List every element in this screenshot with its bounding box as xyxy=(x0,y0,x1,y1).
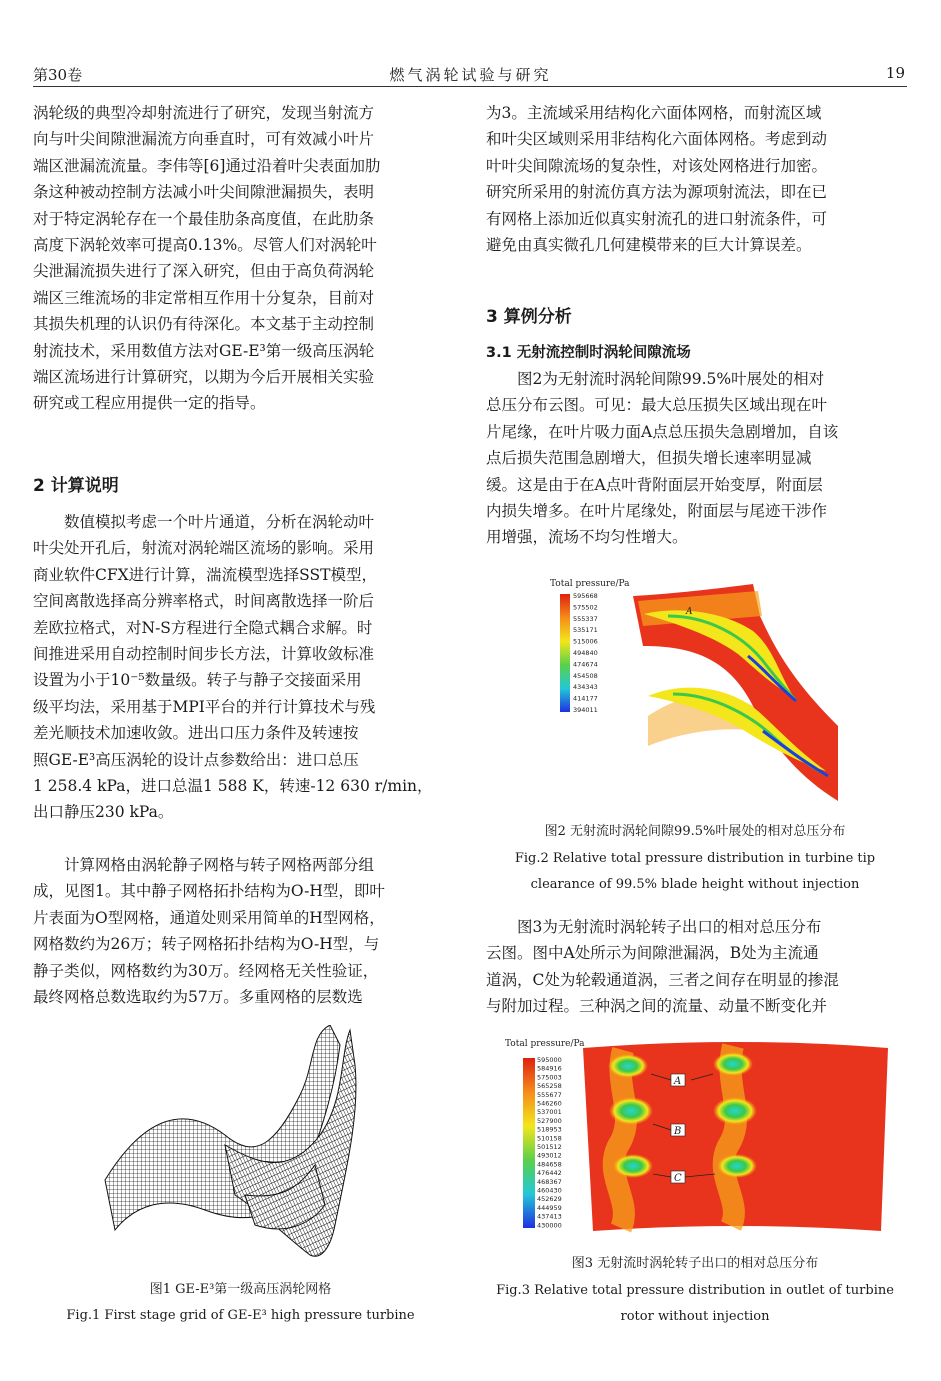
text-line: 有网格上添加近似真实射流孔的进口射流条件，可 xyxy=(486,209,828,228)
figure-3-caption-en-1: Fig.3 Relative total pressure distribution in outlet of turbine xyxy=(496,1283,894,1298)
colorbar-value: 555677 xyxy=(537,1090,562,1099)
text-line: 照GE-E³高压涡轮的设计点参数给出：进口总压 xyxy=(33,750,359,769)
text-line: 图3为无射流时涡轮转子出口的相对总压分布 xyxy=(517,918,822,936)
text-line: 涡轮级的典型冷却射流进行了研究，发现当射流方 xyxy=(33,104,375,122)
text-line: 向与叶尖间隙泄漏流方向垂直时，可有效减小叶片 xyxy=(33,130,375,149)
text-line: 成，见图1。其中静子网格拓扑结构为O-H型，即叶 xyxy=(33,882,385,901)
text-line: 尖泄漏流损失进行了深入研究，但由于高负荷涡轮 xyxy=(33,262,375,281)
text-line: 条这种被动控制方法减小叶尖间隙泄漏损失，表明 xyxy=(33,183,375,202)
colorbar-value: 484658 xyxy=(537,1160,562,1169)
colorbar-value: 493012 xyxy=(537,1151,562,1160)
text-line: 其损失机理的认识仍有待深化。本文基于主动控制 xyxy=(33,315,375,334)
text-line: 差欧拉格式，对N-S方程进行全隐式耦合求解。时 xyxy=(33,618,373,637)
colorbar-value: 494840 xyxy=(573,649,598,657)
colorbar-value: 527900 xyxy=(537,1116,562,1125)
colorbar-value: 460430 xyxy=(537,1186,562,1195)
text-line: 商业软件CFX进行计算，湍流模型选择SST模型， xyxy=(33,565,377,584)
text-line: 对于特定涡轮存在一个最佳肋条高度值，在此肋条 xyxy=(33,209,375,228)
figure-2-caption-en-2: clearance of 99.5% blade height without injection xyxy=(530,877,860,892)
colorbar-value: 394011 xyxy=(573,706,598,714)
figure-2-point-a-label: A xyxy=(686,607,693,617)
figure-3-label-b: B xyxy=(674,1126,682,1137)
text-line: 级平均法，采用基于MPI平台的并行计算技术与残 xyxy=(33,697,376,716)
text-line: 网格数约为26万；转子网格拓扑结构为O-H型，与 xyxy=(33,935,380,954)
right-paragraph-1 xyxy=(486,100,904,258)
text-line: 计算网格由涡轮静子网格与转子网格两部分组 xyxy=(64,856,375,874)
right-paragraph-2 xyxy=(486,366,904,551)
text-line: 间推进采用自动控制时间步长方法，计算收敛标准 xyxy=(33,645,375,664)
figure-1-grid-image xyxy=(85,1025,425,1260)
text-line: 用增强，流场不均匀性增大。 xyxy=(486,528,688,547)
figure-3-caption-cn: 图3 无射流时涡轮转子出口的相对总压分布 xyxy=(571,1256,819,1271)
colorbar-value: 595000 xyxy=(537,1056,562,1064)
text-line: 研究或工程应用提供一定的指导。 xyxy=(33,394,266,413)
figure-2-colorbar xyxy=(560,594,570,712)
text-line: 1 258.4 kPa，进口总温1 588 K，转速-12 630 r/min， xyxy=(33,777,433,796)
figure-2-caption-en-1: Fig.2 Relative total pressure distribution in turbine tip xyxy=(514,851,876,866)
colorbar-value: 575502 xyxy=(573,603,598,612)
text-line: 出口静压230 kPa。 xyxy=(33,803,174,822)
text-line: 内损失增多。在叶片尾缘处，附面层与尾迹干涉作 xyxy=(486,502,828,521)
left-paragraph-3 xyxy=(33,852,448,1010)
text-line: 研究所采用的射流仿真方法为源项射流法，即在已 xyxy=(486,183,828,202)
colorbar-value: 546260 xyxy=(537,1099,562,1108)
text-line: 端区流场进行计算研究，以期为今后开展相关实验 xyxy=(33,368,375,387)
text-line: 端区三维流场的非定常相互作用十分复杂，目前对 xyxy=(33,288,375,307)
text-line: 避免由真实微孔几何建模带来的巨大计算误差。 xyxy=(486,236,812,255)
page-number: 19 xyxy=(885,64,905,82)
figure-3-label-a: A xyxy=(674,1076,682,1087)
colorbar-value: 444959 xyxy=(537,1203,562,1212)
figure-3-colorbar-title: Total pressure/Pa xyxy=(505,1039,585,1049)
colorbar-value: 535171 xyxy=(573,626,598,635)
text-line: 片表面为O型网格，通道处则采用简单的H型网格， xyxy=(33,908,385,927)
text-line: 云图。图中A处所示为间隙泄漏涡，B处为主流通 xyxy=(486,944,819,963)
text-line: 设置为小于10⁻⁵数量级。转子与静子交接面采用 xyxy=(33,671,362,690)
colorbar-value: 595668 xyxy=(573,592,598,600)
section-3-1-heading: 3.1 无射流控制时涡轮间隙流场 xyxy=(486,345,691,361)
colorbar-value: 565258 xyxy=(537,1082,562,1091)
figure-2-contour-image xyxy=(548,576,848,806)
text-line: 片尾缘，在叶片吸力面A点总压损失急剧增加，自该 xyxy=(486,422,839,441)
text-line: 叶叶尖间隙流场的复杂性，对该处网格进行加密。 xyxy=(486,156,828,175)
colorbar-value: 454508 xyxy=(573,671,598,680)
colorbar-value: 501512 xyxy=(537,1143,562,1151)
colorbar-value: 430000 xyxy=(537,1221,562,1230)
header-rule xyxy=(33,86,907,87)
colorbar-value: 414177 xyxy=(573,694,598,703)
text-line: 为3。主流域采用结构化六面体网格，而射流区域 xyxy=(486,104,822,122)
colorbar-value: 555337 xyxy=(573,614,598,623)
figure-3-contour-image xyxy=(503,1036,893,1236)
section-2-heading: 2 计算说明 xyxy=(33,476,119,496)
journal-title: 燃气涡轮试验与研究 xyxy=(389,66,552,84)
volume-label: 第30卷 xyxy=(33,66,83,84)
colorbar-value: 575003 xyxy=(537,1073,562,1082)
colorbar-value: 584916 xyxy=(537,1064,562,1073)
figure-3-label-c: C xyxy=(674,1173,682,1184)
figure-2-colorbar-title: Total pressure/Pa xyxy=(550,579,630,589)
text-line: 端区泄漏流流量。李伟等[6]通过沿着叶尖表面加肋 xyxy=(33,156,381,175)
text-line: 高度下涡轮效率可提高0.13%。尽管人们对涡轮叶 xyxy=(33,236,377,255)
figure-2-colorbar-labels xyxy=(573,592,598,714)
text-line: 差光顺技术加速收敛。进出口压力条件及转速按 xyxy=(33,724,359,743)
text-line: 空间离散选择高分辨率格式，时间离散选择一阶后 xyxy=(33,592,375,611)
colorbar-value: 515006 xyxy=(573,637,598,646)
section-3-heading: 3 算例分析 xyxy=(486,307,572,327)
left-paragraph-2 xyxy=(33,509,448,826)
text-line: 数值模拟考虑一个叶片通道，分析在涡轮动叶 xyxy=(64,513,375,531)
left-paragraph-1 xyxy=(33,100,448,417)
figure-2-caption-cn: 图2 无射流时涡轮间隙99.5%叶展处的相对总压分布 xyxy=(544,824,846,839)
text-line: 道涡，C处为轮毂通道涡，三者之间存在明显的掺混 xyxy=(486,970,839,989)
right-paragraph-3 xyxy=(486,914,904,1020)
colorbar-value: 537001 xyxy=(537,1108,562,1117)
text-line: 图2为无射流时涡轮间隙99.5%叶展处的相对 xyxy=(517,370,825,388)
colorbar-value: 468367 xyxy=(537,1177,562,1186)
text-line: 点后损失范围急剧增大，但损失增长速率明显减 xyxy=(486,449,812,468)
colorbar-value: 452629 xyxy=(537,1195,562,1204)
figure-3-colorbar xyxy=(523,1058,535,1228)
colorbar-value: 437413 xyxy=(537,1212,562,1221)
text-line: 射流技术，采用数值方法对GE-E³第一级高压涡轮 xyxy=(33,341,375,360)
colorbar-value: 518953 xyxy=(537,1125,562,1134)
text-line: 总压分布云图。可见：最大总压损失区域出现在叶 xyxy=(486,396,828,415)
figure-3-colorbar-labels xyxy=(537,1056,562,1229)
text-line: 与附加过程。三种涡之间的流量、动量不断变化并 xyxy=(486,997,828,1016)
figure-1-caption-cn: 图1 GE-E³第一级高压涡轮网格 xyxy=(149,1282,332,1297)
text-line: 叶尖处开孔后，射流对涡轮端区流场的影响。采用 xyxy=(33,539,375,558)
text-line: 静子类似，网格数约为30万。经网格无关性验证， xyxy=(33,961,379,980)
text-line: 缓。这是由于在A点叶背附面层开始变厚，附面层 xyxy=(486,475,823,494)
text-line: 最终网格总数选取约为57万。多重网格的层数选 xyxy=(33,988,363,1007)
colorbar-value: 474674 xyxy=(573,660,598,669)
figure-1-caption-en: Fig.1 First stage grid of GE-E³ high pressure turbine xyxy=(66,1308,415,1323)
colorbar-value: 476442 xyxy=(537,1169,562,1178)
colorbar-value: 434343 xyxy=(573,683,598,692)
colorbar-value: 510158 xyxy=(537,1134,562,1143)
text-line: 和叶尖区域则采用非结构化六面体网格。考虑到动 xyxy=(486,130,828,149)
figure-3-caption-en-2: rotor without injection xyxy=(620,1309,770,1324)
